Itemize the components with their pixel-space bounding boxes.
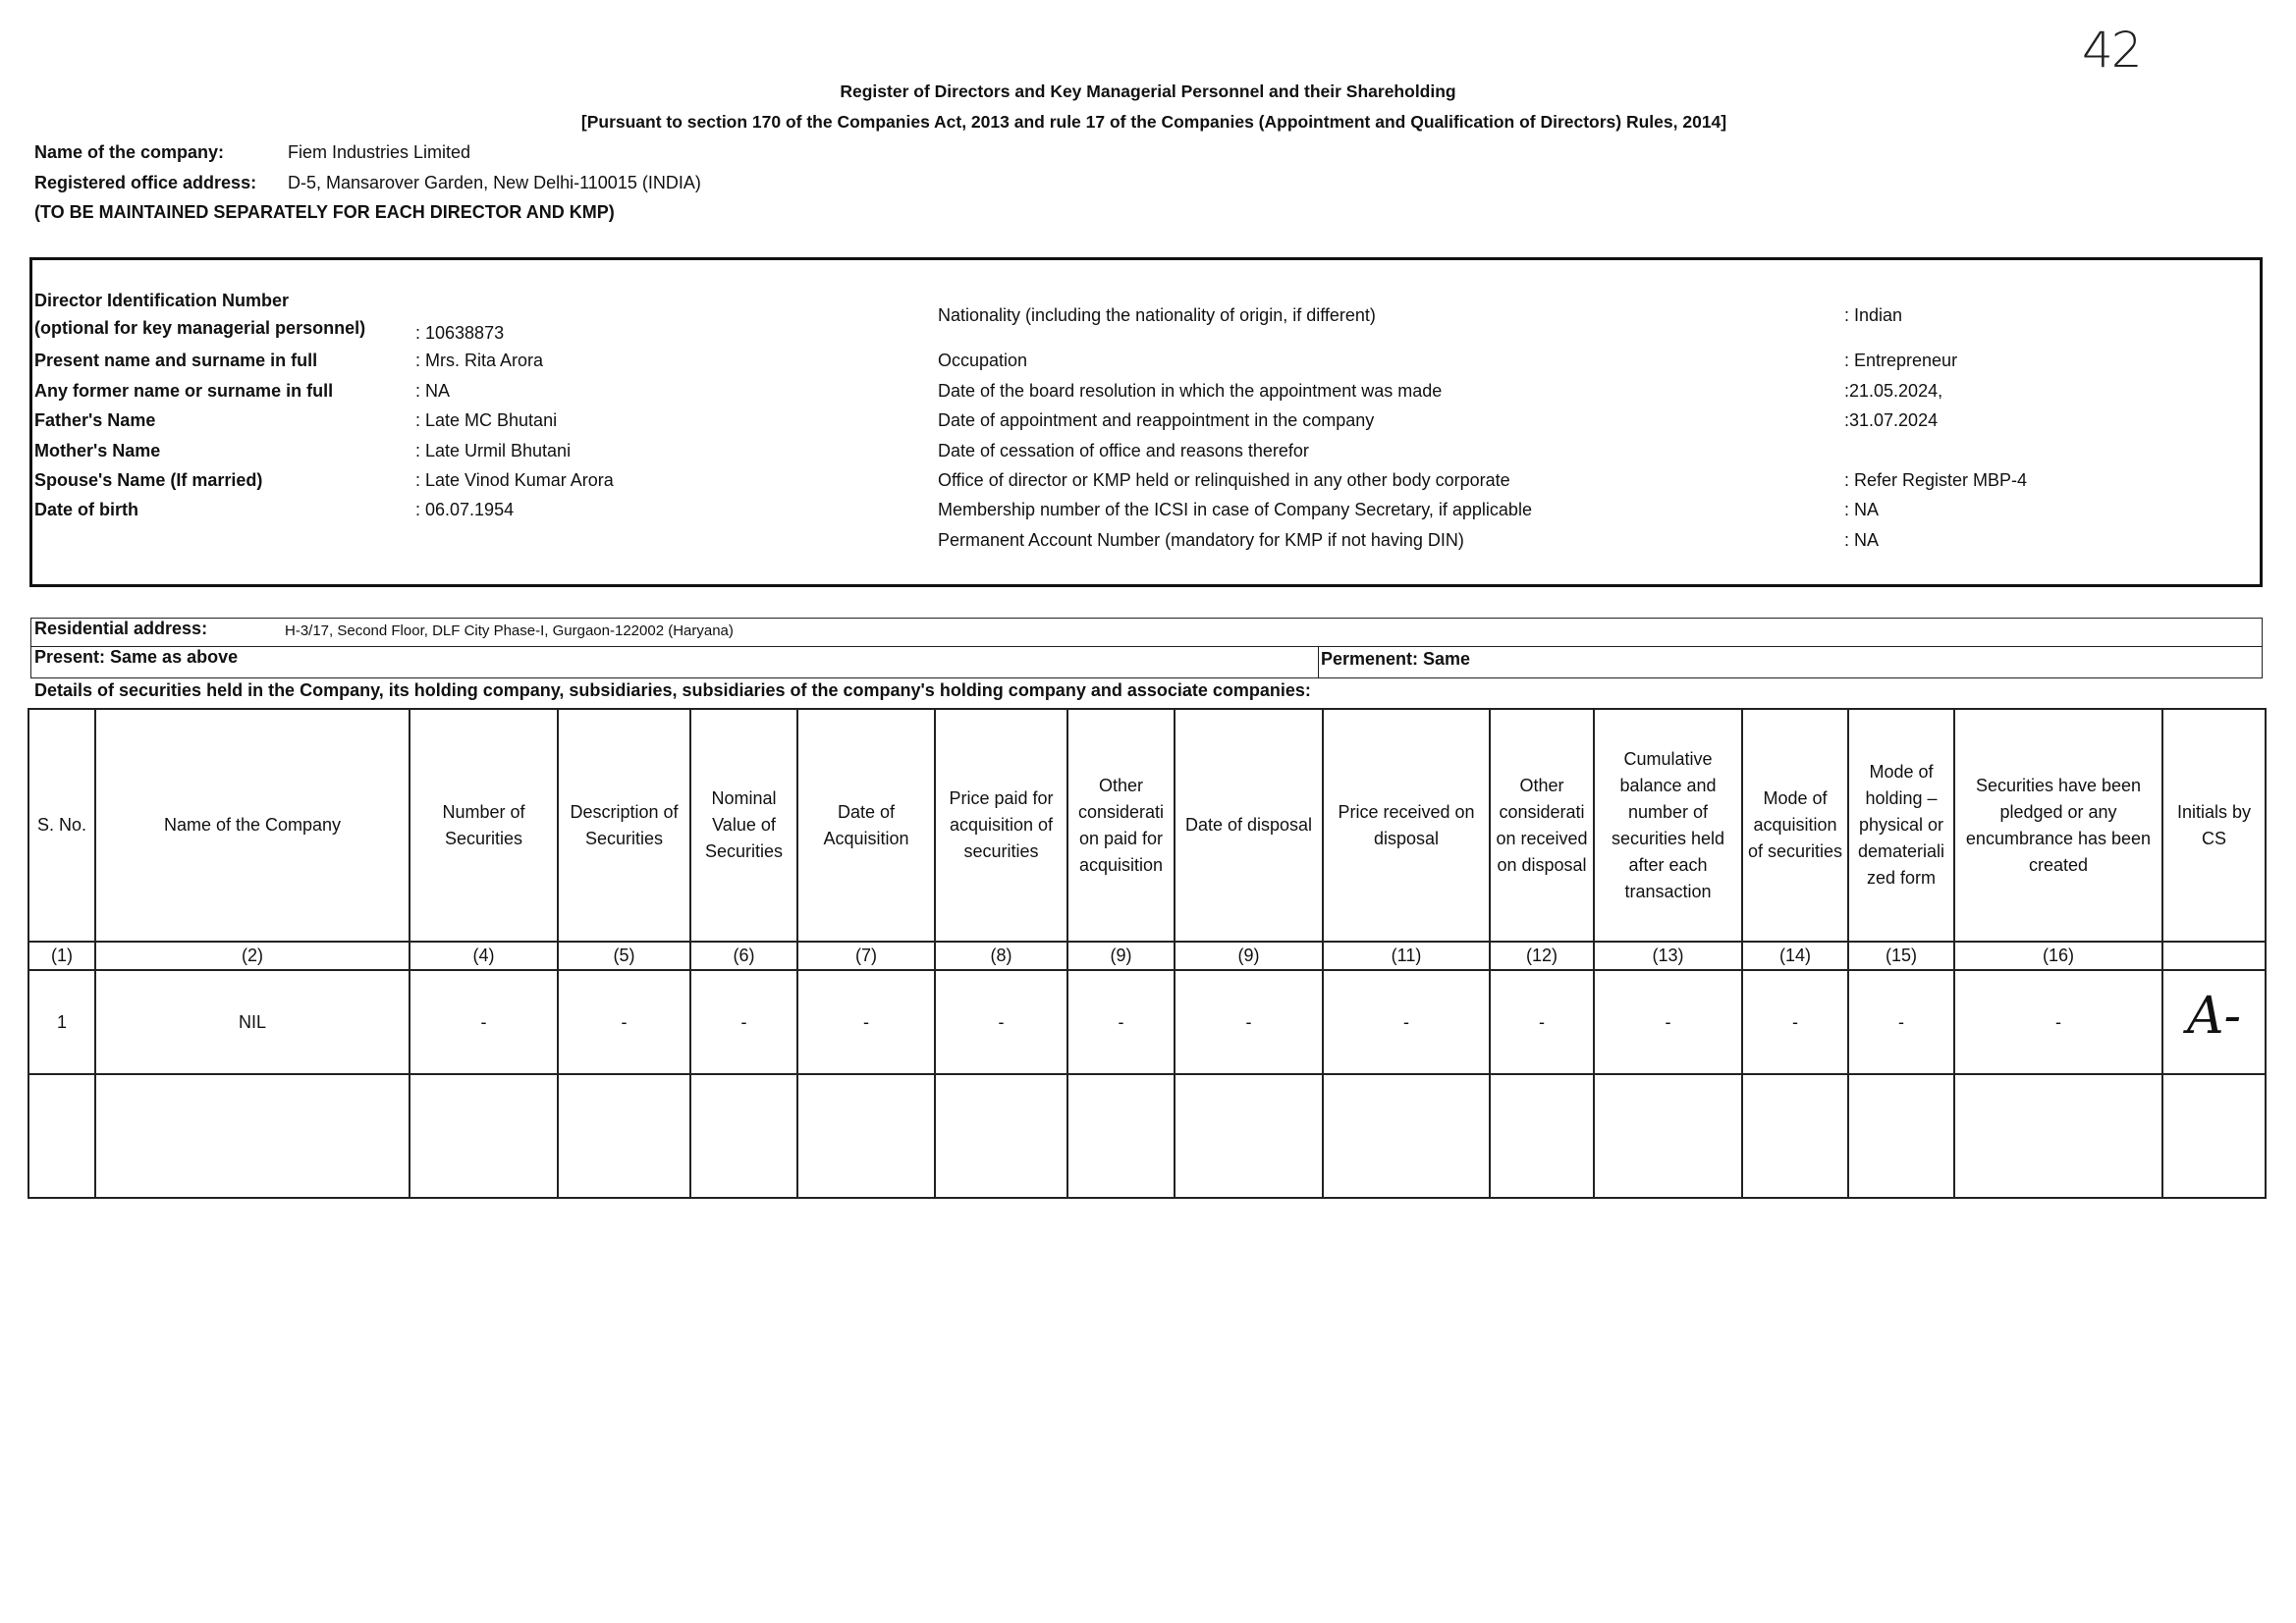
header-cell: Number of Securities [410,709,558,942]
mother-name-label: Mother's Name [34,441,161,460]
column-number: (6) [690,942,797,970]
table-cell: - [1954,970,2162,1074]
register-subtitle: [Pursuant to section 170 of the Companies Act, 2013 and rule 17 of the Companies (Appointment and Qualification of Directors) Rules, 2014] [580,112,1727,132]
table-cell: - [1594,970,1742,1074]
dob-value: : 06.07.1954 [415,500,515,519]
column-number: (12) [1490,942,1594,970]
table-row [28,970,2266,1074]
column-number: (14) [1742,942,1848,970]
table-cell: - [558,970,690,1074]
register-title: Register of Directors and Key Managerial Personnel and their Shareholding [840,81,1456,101]
table-cell [797,1074,935,1198]
header-cell: Mode of holding – physical or demateriali zed form [1848,709,1954,942]
table-cell [935,1074,1067,1198]
initials-cell [2162,970,2266,1074]
table-cell: - [1323,970,1490,1074]
column-number: (15) [1848,942,1954,970]
table-row-empty [28,1074,2266,1198]
appointment-date-label: Date of appointment and reappointment in the company [938,410,1375,430]
father-name-value: : Late MC Bhutani [415,410,558,430]
maintenance-note: (TO BE MAINTAINED SEPARATELY FOR EACH DIRECTOR AND KMP) [34,202,615,222]
table-cell [95,1074,410,1198]
column-number: (5) [558,942,690,970]
present-name-value: : Mrs. Rita Arora [415,351,544,370]
office-address-label: Registered office address: [34,173,257,192]
occupation-value: : Entrepreneur [1844,351,1958,370]
column-number: (1) [28,942,95,970]
table-cell [1490,1074,1594,1198]
table-cell [1954,1074,2162,1198]
spouse-name-value: : Late Vinod Kumar Arora [415,470,614,490]
table-cell: - [1742,970,1848,1074]
table-cell [2162,1074,2266,1198]
header-cell: Initials by CS [2162,709,2266,942]
residential-address-label: Residential address: [34,619,208,638]
permanent-address: Permenent: Same [1321,649,1471,669]
column-number: (2) [95,942,410,970]
din-value: : 10638873 [415,323,505,343]
company-name-label: Name of the company: [34,142,225,162]
header-cell: Mode of acquisition of securities [1742,709,1848,942]
appointment-date-value: :31.07.2024 [1844,410,1939,430]
dob-label: Date of birth [34,500,138,519]
table-cell [1594,1074,1742,1198]
header-cell: Securities have been pledged or any encumbrance has been created [1954,709,2162,942]
table-cell [1848,1074,1954,1198]
table-cell [1742,1074,1848,1198]
table-header-row [28,709,2266,942]
table-cell: - [1490,970,1594,1074]
former-name-value: : NA [415,381,451,401]
nationality-label: Nationality (including the nationality of origin, if different) [938,305,1376,325]
office-address-value: D-5, Mansarover Garden, New Delhi-110015 (INDIA) [288,173,701,192]
former-name-label: Any former name or surname in full [34,381,334,401]
table-cell [558,1074,690,1198]
header-cell: Date of Acquisition [797,709,935,942]
other-office-label: Office of director or KMP held or relinquished in any other body corporate [938,470,1510,490]
present-address: Present: Same as above [34,647,239,667]
column-number: (7) [797,942,935,970]
header-cell: Description of Securities [558,709,690,942]
table-cell: - [935,970,1067,1074]
page-number: 42 [2082,22,2141,79]
header-cell: Date of disposal [1175,709,1323,942]
table-cell: - [690,970,797,1074]
table-cell [1175,1074,1323,1198]
column-number: (13) [1594,942,1742,970]
column-number: (11) [1323,942,1490,970]
table-cell: 1 [28,970,95,1074]
securities-table [27,708,2267,1199]
table-cell: - [797,970,935,1074]
address-row-divider [31,646,2262,647]
board-resolution-label: Date of the board resolution in which the appointment was made [938,381,1443,401]
pan-value: : NA [1844,530,1880,550]
securities-details-heading: Details of securities held in the Company, its holding company, subsidiaries, subsidiaries of the company's holding company and associate companies: [34,680,1311,700]
mother-name-value: : Late Urmil Bhutani [415,441,572,460]
company-name-value: Fiem Industries Limited [288,142,471,162]
present-name-label: Present name and surname in full [34,351,318,370]
din-label-line2: (optional for key managerial personnel) [34,318,366,338]
table-cell [410,1074,558,1198]
table-cell: - [410,970,558,1074]
header-cell: Price received on disposal [1323,709,1490,942]
table-cell: - [1067,970,1175,1074]
header-cell: Other considerati on received on disposal [1490,709,1594,942]
header-cell: S. No. [28,709,95,942]
table-number-row [28,942,2266,970]
column-number: (9) [1067,942,1175,970]
header-cell: Other considerati on paid for acquisition [1067,709,1175,942]
table-cell: - [1848,970,1954,1074]
table-cell [1067,1074,1175,1198]
table-cell [1323,1074,1490,1198]
header-cell: Nominal Value of Securities [690,709,797,942]
table-cell [28,1074,95,1198]
table-cell: - [1175,970,1323,1074]
board-resolution-value: :21.05.2024, [1844,381,1943,401]
table-cell [690,1074,797,1198]
pan-label: Permanent Account Number (mandatory for KMP if not having DIN) [938,530,1464,550]
cessation-label: Date of cessation of office and reasons therefor [938,441,1309,460]
cs-initials-signature: A- [2186,987,2242,1046]
header-cell: Name of the Company [95,709,410,942]
column-number: (8) [935,942,1067,970]
spouse-name-label: Spouse's Name (If married) [34,470,263,490]
column-number: (4) [410,942,558,970]
father-name-label: Father's Name [34,410,156,430]
header-cell: Cumulative balance and number of securities held after each transaction [1594,709,1742,942]
residential-address-value: H-3/17, Second Floor, DLF City Phase-I, Gurgaon-122002 (Haryana) [285,622,734,639]
table-cell: NIL [95,970,410,1074]
address-column-divider [1318,646,1319,677]
occupation-label: Occupation [938,351,1028,370]
other-office-value: : Refer Register MBP-4 [1844,470,2028,490]
column-number: (16) [1954,942,2162,970]
din-label-line1: Director Identification Number [34,291,290,310]
nationality-value: : Indian [1844,305,1903,325]
column-number [2162,942,2266,970]
column-number: (9) [1175,942,1323,970]
header-cell: Price paid for acquisition of securities [935,709,1067,942]
icsi-membership-value: : NA [1844,500,1880,519]
icsi-membership-label: Membership number of the ICSI in case of Company Secretary, if applicable [938,500,1532,519]
